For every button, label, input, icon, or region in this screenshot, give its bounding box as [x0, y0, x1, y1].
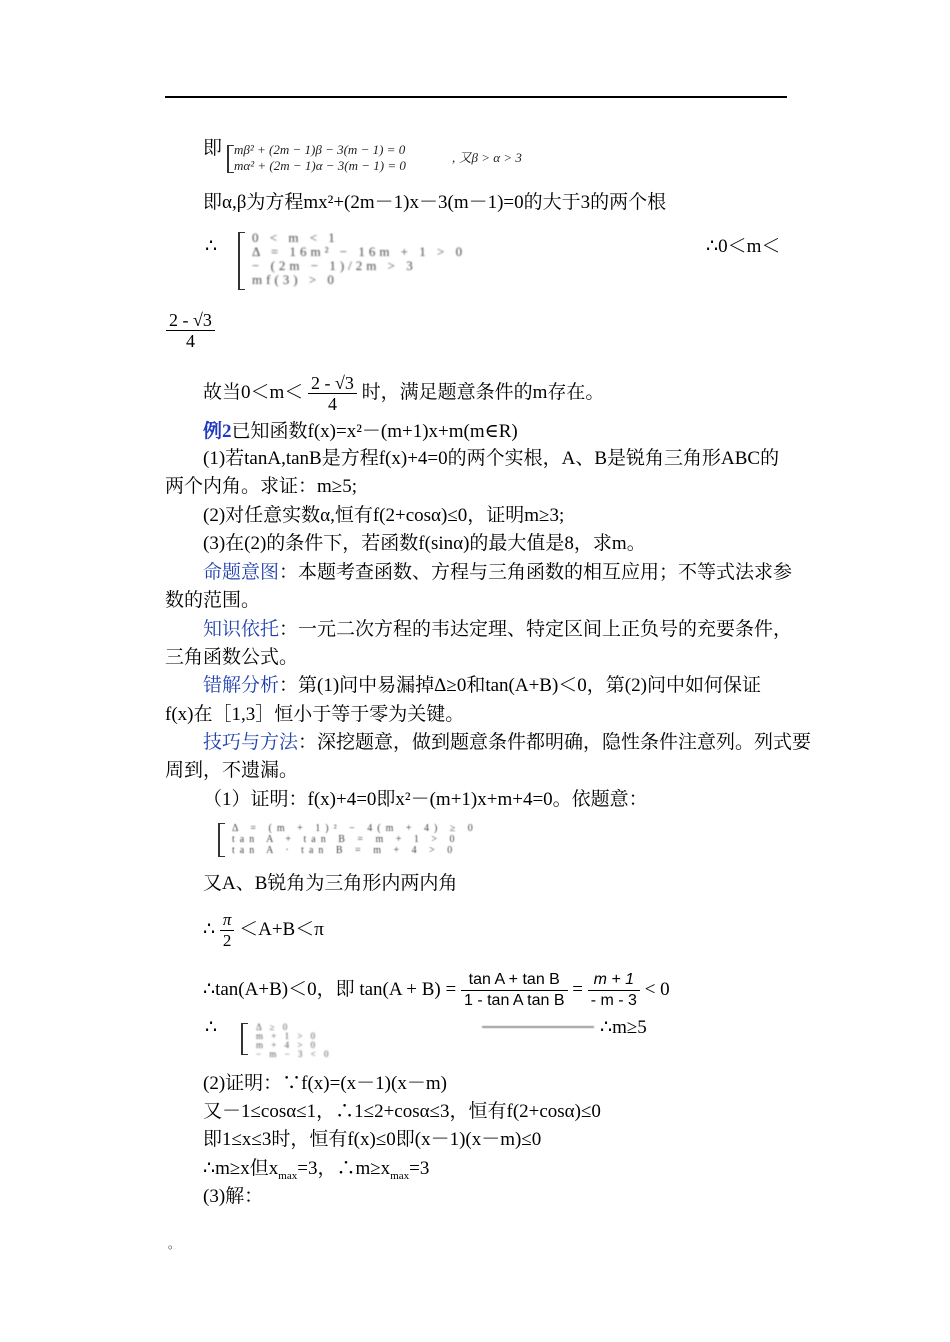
header-rule: [165, 96, 787, 98]
angle-sum-range: ∴ $\frac{\pi}{2}$ ＜A+B＜π: [203, 910, 324, 950]
example-2-statement: 例2已知函数f(x)=x²－(m+1)x+m(m∈R): [203, 421, 518, 442]
system-brace-4: [241, 1023, 248, 1055]
therefore-symbol: ∴: [205, 236, 218, 257]
system-1-eq1: mβ² + (2m − 1)β − 3(m − 1) = 0: [234, 142, 406, 157]
system-brace-2: [238, 232, 245, 290]
system-brace-3: [218, 823, 225, 857]
blurred-system-3: Δ = (m + 1)² − 4(m + 4) ≥ 0 tan A + tan B = m + 1 > 0 tan A · tan B = m + 4 > 0: [232, 823, 478, 856]
part-1-line-a: (1)若tanA,tanB是方程f(x)+4=0的两个实根，A、B是锐角三角形ABC的: [203, 448, 780, 469]
proof-2-line-c: 即1≤x≤3时，恒有f(x)≤0即(x－1)(x－m)≤0: [203, 1129, 542, 1150]
line-ji: 即: [203, 138, 223, 159]
footer-mark: 。: [168, 1237, 181, 1251]
part-2: (2)对任意实数α,恒有f(2+cosα)≤0，证明m≥3;: [203, 505, 565, 526]
conclusion-line: 故当0＜m＜ $\frac{2 - √3}{4}$ 时，满足题意条件的m存在。: [203, 373, 605, 414]
m-ge-5: ∴m≥5: [600, 1017, 647, 1038]
knowledge-line-b: 三角函数公式。: [165, 647, 299, 668]
m-range-start: ∴0＜m＜: [706, 236, 781, 257]
blurred-system-4: Δ ≥ 0 m + 1 > 0 m + 4 > 0 − m − 3 < 0: [256, 1022, 332, 1059]
therefore-symbol-2: ∴: [205, 1017, 218, 1038]
knowledge-line-a: 知识依托：一元二次方程的韦达定理、特定区间上正负号的充要条件，: [203, 619, 793, 640]
proof-1-intro: （1）证明：f(x)+4=0即x²－(m+1)x+m+4=0。依题意：: [203, 789, 648, 810]
intent-label: 命题意图: [203, 562, 280, 583]
part-3: (3)在(2)的条件下，若函数f(sinα)的最大值是8，求m。: [203, 533, 646, 554]
tan-sum-line: ∴tan(A+B)＜0，即 tan(A + B) = $\frac{\text{tan A + tan B}}{\text{1 - tan A tan B}}$ = $\frac{m + 1}{- m - 3}$ < 0: [203, 971, 670, 1009]
technique-label: 技巧与方法: [203, 732, 299, 753]
technique-line-b: 周到，不遗漏。: [165, 760, 299, 781]
solution-3-label: (3)解：: [203, 1186, 264, 1207]
system-1-eq2: mα² + (2m − 1)α − 3(m − 1) = 0: [234, 158, 406, 173]
error-line-a: 错解分析：第(1)问中易漏掉Δ≥0和tan(A+B)＜0，第(2)问中如何保证: [203, 675, 761, 696]
roots-statement: 即α,β为方程mx²+(2m－1)x－3(m－1)=0的大于3的两个根: [203, 192, 667, 213]
proof-2-line-d: ∴m≥x但$x_{max}=3$，$\therefore m\ge x_{max}=3$: [203, 1158, 430, 1182]
acute-angles-line: 又A、B锐角为三角形内两内角: [203, 873, 458, 894]
intent-line-b: 数的范围。: [165, 590, 261, 611]
fraction-2-sqrt3-over-4: $\frac{2 - √3}{4}$: [166, 310, 215, 351]
example-2-label: 例2: [203, 421, 232, 442]
error-line-b: f(x)在［1,3］恒小于等于零为关键。: [165, 704, 465, 725]
blurred-dash: [482, 1026, 594, 1028]
system-brace-1: [227, 145, 234, 173]
proof-2-line-b: 又－1≤cosα≤1，∴1≤2+cosα≤3，恒有f(2+cosα)≤0: [203, 1101, 601, 1122]
blurred-system-2: 0 < m < 1 Δ = 16m² − 16m + 1 > 0 − (2m − 1)/2m > 3 mf(3) > 0: [252, 230, 467, 287]
proof-2-line-a: (2)证明：∵f(x)=(x－1)(x－m): [203, 1073, 447, 1094]
error-label: 错解分析: [203, 675, 280, 696]
system-1-tail: , 又β > α > 3: [452, 150, 522, 165]
intent-line-a: 命题意图：本题考查函数、方程与三角函数的相互应用；不等式法求参: [203, 562, 793, 583]
knowledge-label: 知识依托: [203, 619, 280, 640]
technique-line-a: 技巧与方法：深挖题意，做到题意条件都明确，隐性条件注意列。列式要: [203, 732, 812, 753]
part-1-line-b: 两个内角。求证：m≥5;: [165, 476, 357, 497]
